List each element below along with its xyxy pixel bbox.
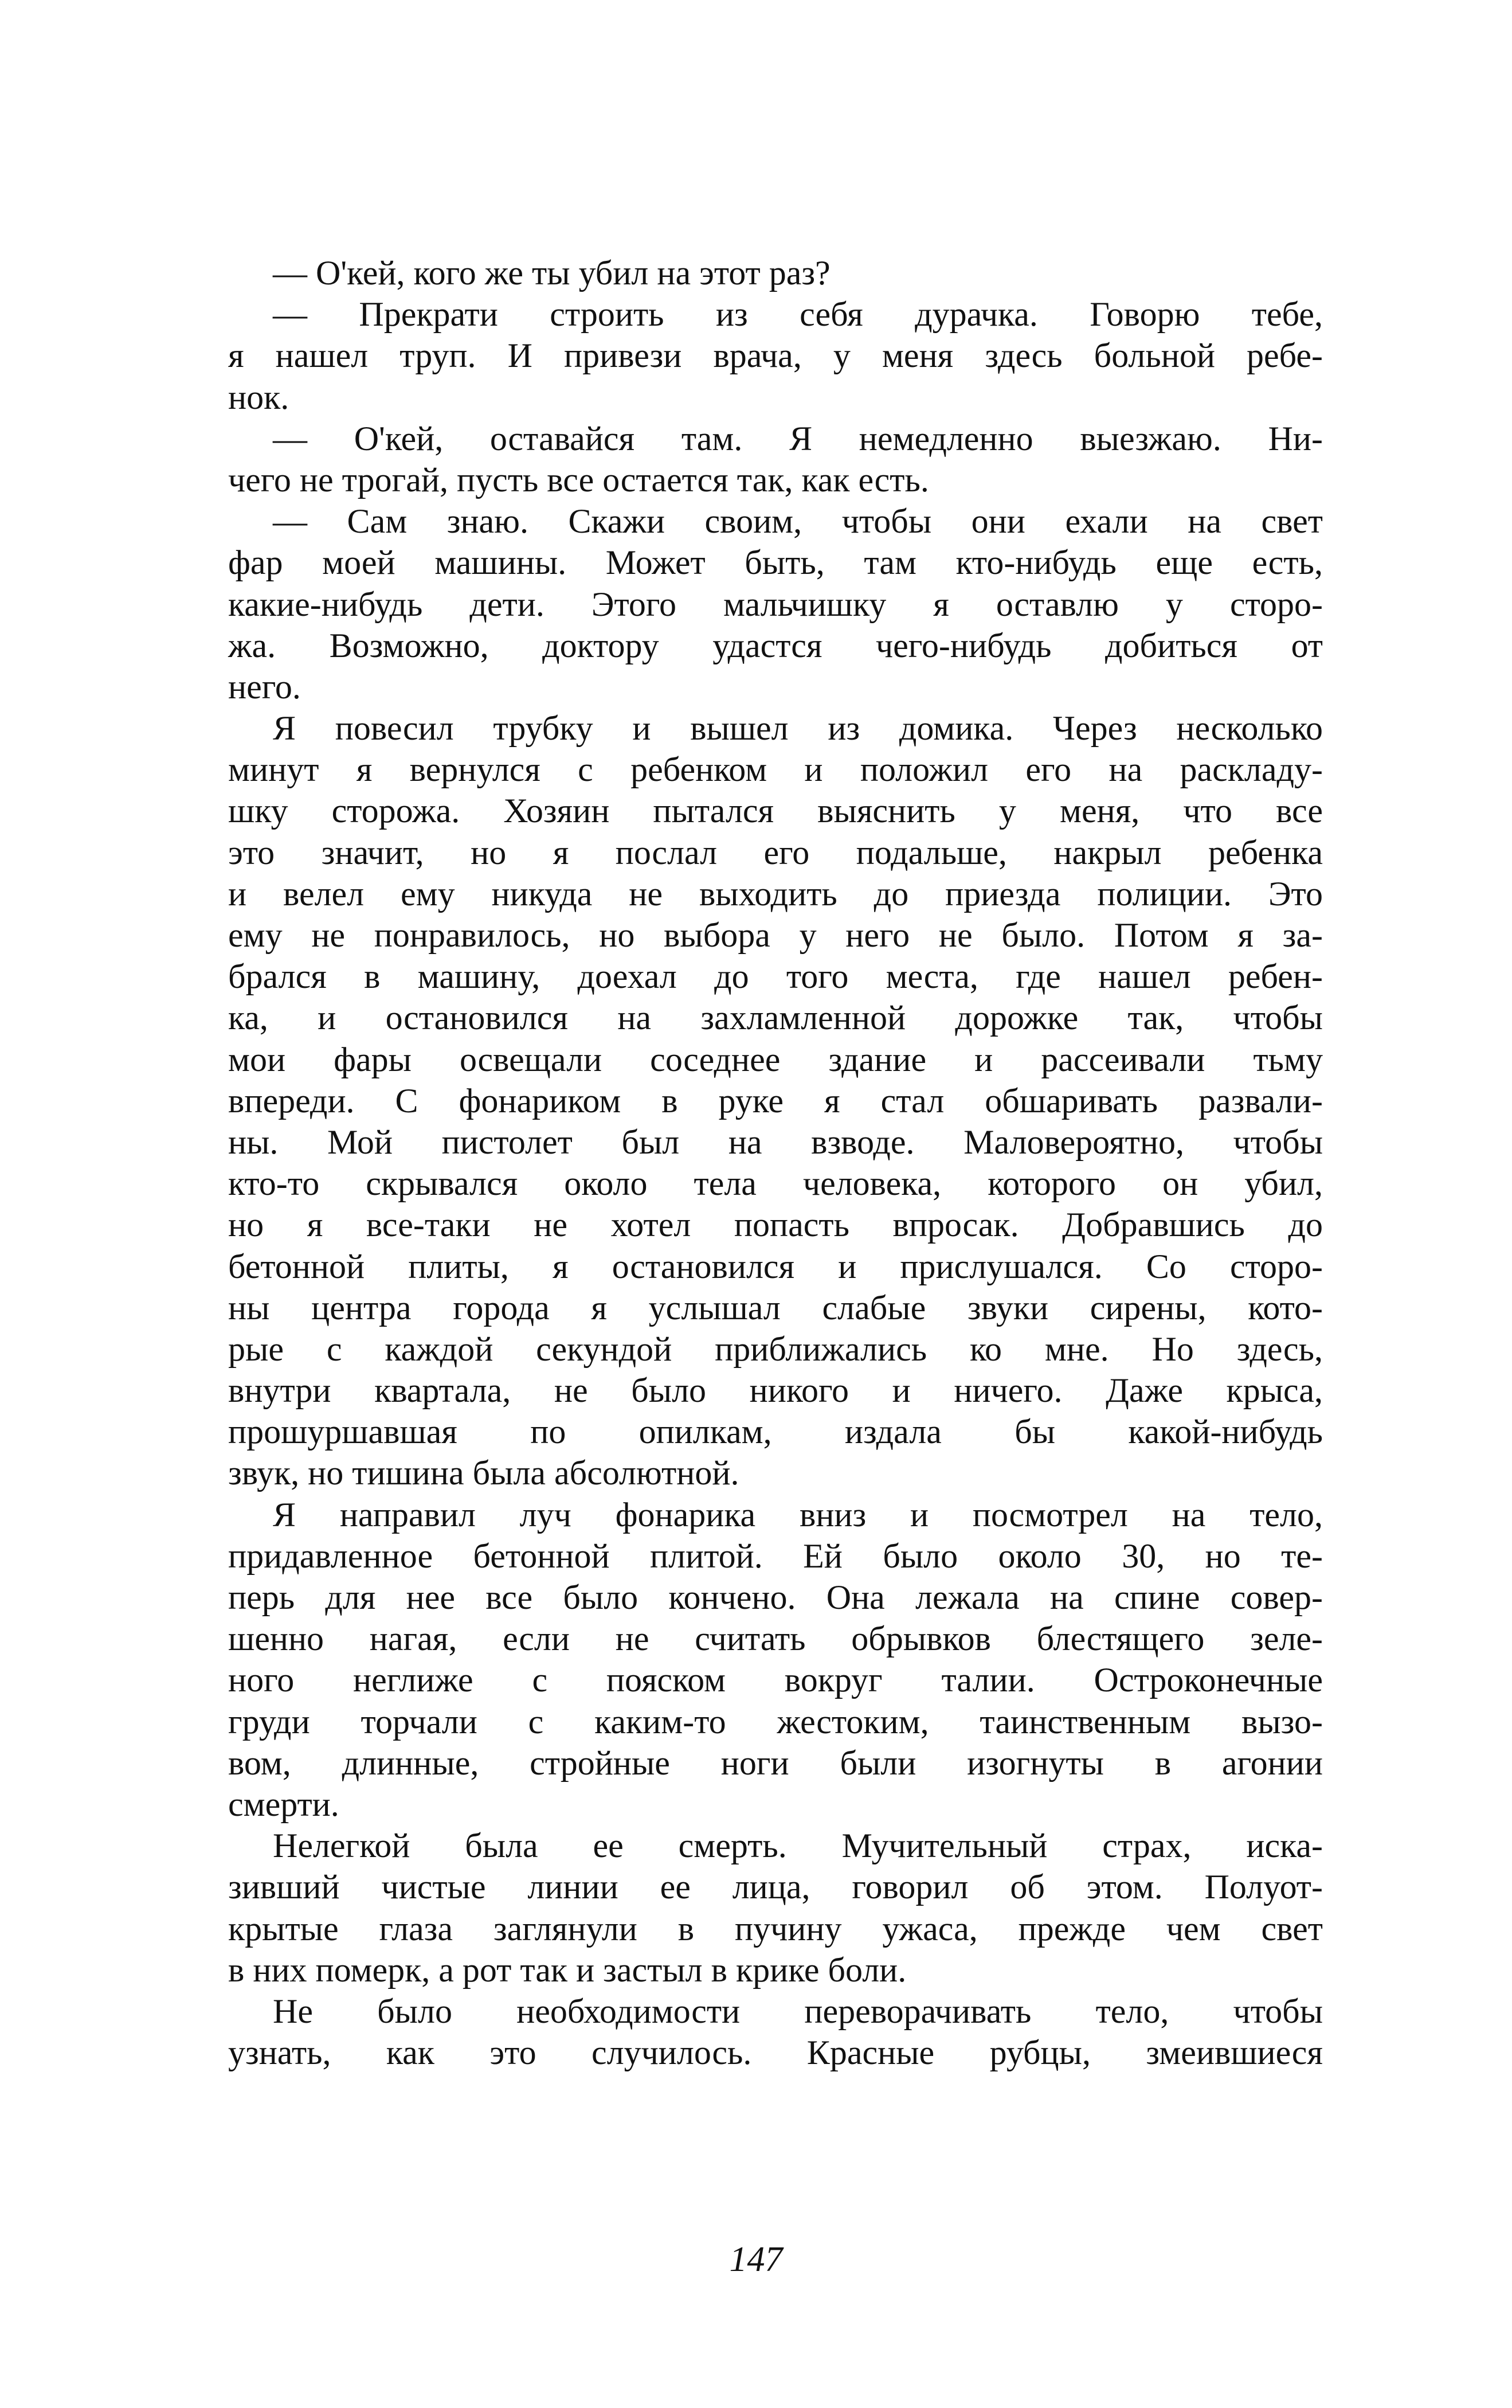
text-line: ему не понравилось, но выбора у него не было. Потом я за- — [228, 916, 1323, 954]
text-line: шенно нагая, если не считать обрывков блестящего зеле- — [228, 1620, 1323, 1658]
text-line: шку сторожа. Хозяин пытался выяснить у меня, что все — [228, 792, 1323, 830]
text-line: ка, и остановился на захламленной дорожке так, чтобы — [228, 999, 1323, 1037]
text-line: смерти. — [228, 1785, 339, 1823]
text-line: мои фары освещали соседнее здание и рассеивали тьму — [228, 1040, 1323, 1078]
text-line: вом, длинные, стройные ноги были изогнуты в агонии — [228, 1744, 1323, 1782]
body-text — [228, 252, 1323, 2073]
text-line: крытые глаза заглянули в пучину ужаса, прежде чем свет — [228, 1909, 1323, 1948]
page-number: 147 — [729, 2240, 783, 2279]
text-line: впереди. С фонариком в руке я стал обшаривать развали- — [228, 1081, 1323, 1120]
text-line: узнать, как это случилось. Красные рубцы, змеившиеся — [228, 2034, 1323, 2072]
text-line: жа. Возможно, доктору удастся чего-нибудь добиться от — [228, 626, 1323, 664]
text-line: — Сам знаю. Скажи своим, чтобы они ехали на свет — [273, 502, 1323, 541]
text-line: ны. Мой пистолет был на взводе. Маловероятно, чтобы — [228, 1123, 1323, 1161]
text-line: ного неглиже с пояском вокруг талии. Остроконечные — [228, 1661, 1323, 1699]
text-line: кто-то скрывался около тела человека, которого он убил, — [228, 1164, 1323, 1203]
text-line: в них померк, а рот так и застыл в крике боли. — [228, 1950, 907, 1989]
text-line: прошуршавшая по опилкам, издала бы какой-нибудь — [228, 1413, 1323, 1451]
text-line: зивший чистые линии ее лица, говорил об этом. Полуот- — [228, 1868, 1323, 1906]
text-line: бетонной плиты, я остановился и прислушался. Со сторо- — [228, 1247, 1323, 1285]
text-line: нок. — [228, 378, 289, 416]
text-line: я нашел труп. И привези врача, у меня здесь больной ребе- — [228, 337, 1323, 375]
text-line: груди торчали с каким-то жестоким, таинственным вызо- — [228, 1702, 1323, 1741]
text-line: ны центра города я услышал слабые звуки сирены, кото- — [228, 1288, 1323, 1327]
text-line: Я направил луч фонарика вниз и посмотрел на тело, — [273, 1495, 1323, 1534]
text-line: рые с каждой секундой приближались ко мне. Но здесь, — [228, 1330, 1323, 1368]
text-line: него. — [228, 667, 301, 706]
text-line: — О'кей, оставайся там. Я немедленно выезжаю. Ни- — [273, 419, 1323, 458]
text-line: — Прекрати строить из себя дурачка. Говорю тебе, — [273, 295, 1323, 334]
text-line: придавленное бетонной плитой. Ей было около 30, но те- — [228, 1537, 1323, 1575]
text-line: Я повесил трубку и вышел из домика. Через несколько — [273, 709, 1323, 748]
text-line: брался в машину, доехал до того места, где нашел ребен- — [228, 957, 1323, 996]
text-line: перь для нее все было кончено. Она лежала на спине совер- — [228, 1578, 1323, 1616]
text-line: звук, но тишина была абсолютной. — [228, 1454, 739, 1492]
text-line: внутри квартала, не было никого и ничего. Даже крыса, — [228, 1371, 1323, 1410]
text-line: и велел ему никуда не выходить до приезда полиции. Это — [228, 874, 1323, 913]
text-line: минут я вернулся с ребенком и положил его на раскладу- — [228, 750, 1323, 789]
text-line: это значит, но я послал его подальше, накрыл ребенка — [228, 833, 1323, 871]
text-line: какие-нибудь дети. Этого мальчишку я оставлю у сторо- — [228, 585, 1323, 623]
text-line: Нелегкой была ее смерть. Мучительный страх, иска- — [273, 1827, 1323, 1865]
text-line: фар моей машины. Может быть, там кто-нибудь еще есть, — [228, 544, 1323, 582]
text-line: Не было необходимости переворачивать тело, чтобы — [273, 1992, 1323, 2030]
text-line: чего не трогай, пусть все остается так, как есть. — [228, 460, 929, 499]
text-line: но я все-таки не хотел попасть впросак. Добравшись до — [228, 1206, 1323, 1244]
text-line: — О'кей, кого же ты убил на этот раз? — [273, 254, 831, 292]
